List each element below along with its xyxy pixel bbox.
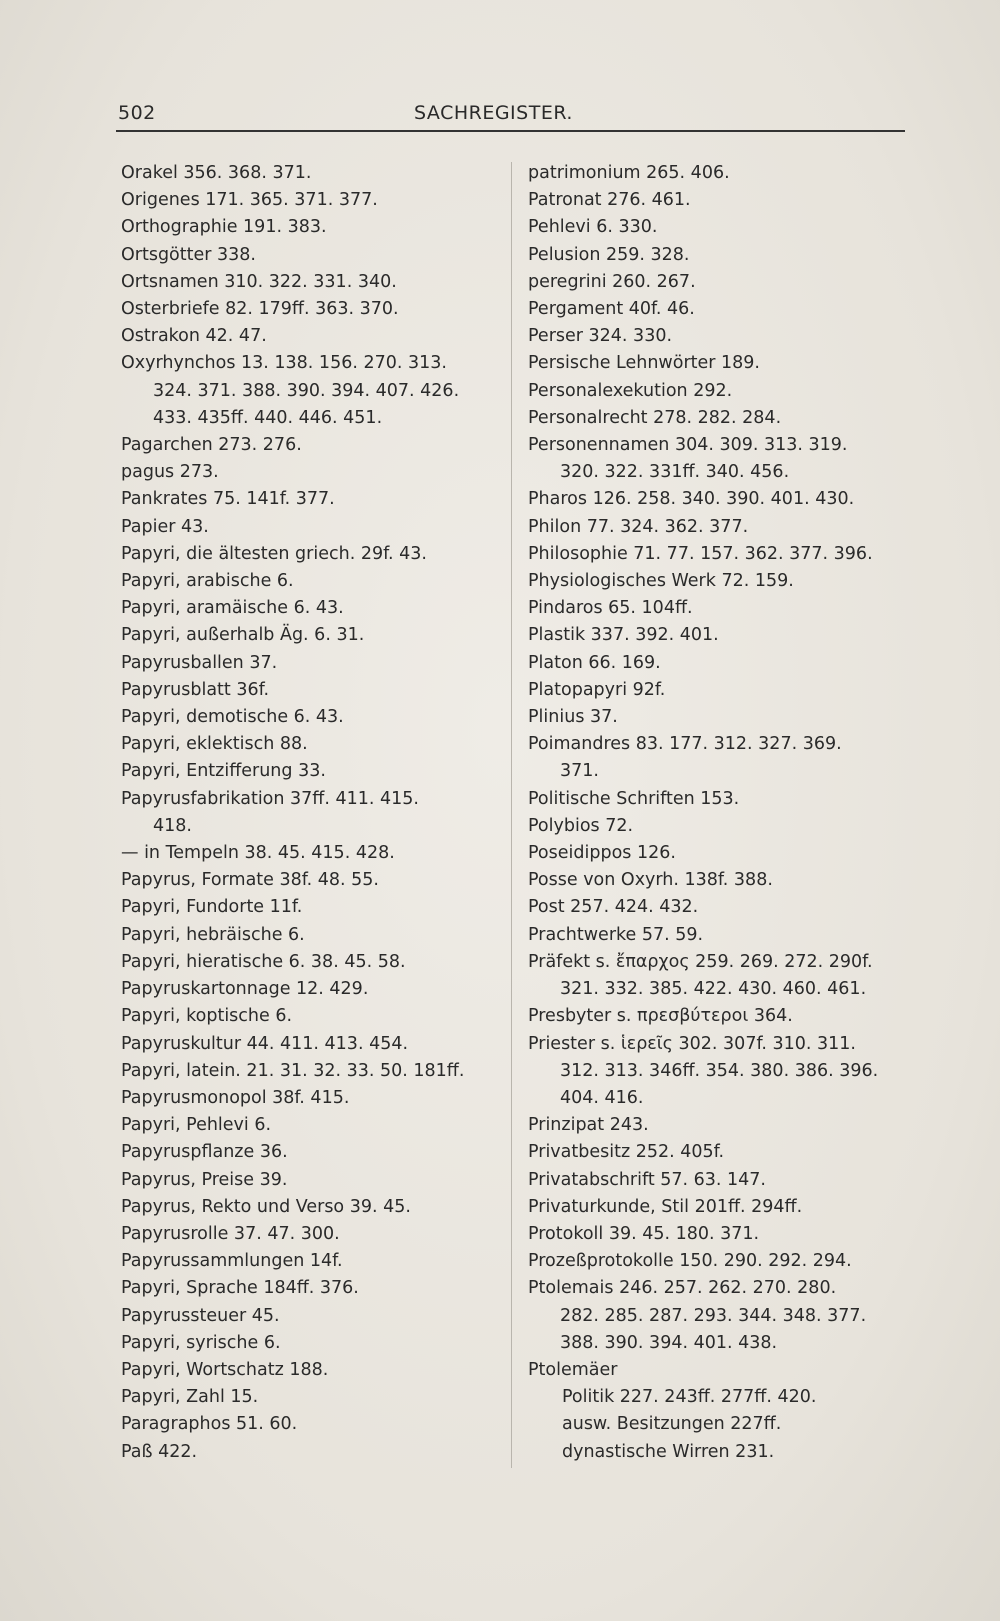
index-entry: Papyri, Fundorte 11f. [121, 897, 303, 918]
index-entry: Ortsgötter 338. [121, 244, 256, 265]
index-entry: Papyri, Entzifferung 33. [121, 761, 326, 782]
index-entry: Plinius 37. [528, 707, 618, 728]
index-entry: Papyruskartonnage 12. 429. [121, 979, 369, 1000]
index-entry: Persische Lehnwörter 189. [528, 353, 760, 374]
index-entry: patrimonium 265. 406. [528, 163, 730, 183]
running-title: SACHREGISTER. [414, 102, 573, 124]
index-entry: Papyrusfabrikation 37ff. 411. 415. [121, 788, 419, 809]
index-entry: Personennamen 304. 309. 313. 319. [528, 435, 848, 456]
index-entry: Prozeßprotokolle 150. 290. 292. 294. [528, 1251, 852, 1272]
index-subentry: ausw. Besitzungen 227ff. [562, 1414, 782, 1435]
index-entry: Post 257. 424. 432. [528, 897, 699, 918]
index-entry: Orthographie 191. 383. [121, 217, 327, 238]
index-entry: Ostrakon 42. 47. [121, 326, 267, 347]
index-entry: Pelusion 259. 328. [528, 244, 690, 265]
index-entry: Papyri, arabische 6. [121, 571, 294, 592]
index-entry: Papyrussammlungen 14f. [121, 1251, 343, 1272]
index-entry: Privaturkunde, Stil 201ff. 294ff. [528, 1196, 803, 1217]
index-entry-continuation: 324. 371. 388. 390. 394. 407. 426. [153, 380, 460, 401]
index-entry: Papyri, aramäische 6. 43. [121, 598, 344, 619]
index-entry: Personalrecht 278. 282. 284. [528, 407, 782, 428]
index-entry: Presbyter s. πρεσβύτεροι 364. [528, 1006, 793, 1027]
index-entry: Perser 324. 330. [528, 326, 673, 347]
index-entry: Pehlevi 6. 330. [528, 217, 658, 238]
index-entry: Pankrates 75. 141f. 377. [121, 489, 335, 510]
index-entry: Papyrus, Formate 38f. 48. 55. [121, 870, 379, 891]
index-entry: Privatabschrift 57. 63. 147. [528, 1169, 766, 1190]
header-rule [116, 130, 905, 132]
index-entry: Papyri, Sprache 184ff. 376. [121, 1278, 359, 1299]
index-entry: Posse von Oxyrh. 138f. 388. [528, 870, 773, 891]
index-entry: Pergament 40f. 46. [528, 299, 695, 320]
page-number: 502 [118, 102, 156, 124]
index-entry: Papyri, die ältesten griech. 29f. 43. [121, 543, 427, 564]
index-entry: Papyrusmonopol 38f. 415. [121, 1087, 350, 1108]
index-entry: Paß 422. [121, 1441, 198, 1462]
index-entry: Ortsnamen 310. 322. 331. 340. [121, 271, 397, 292]
index-entry: peregrini 260. 267. [528, 271, 696, 292]
index-subentry: dynastische Wirren 231. [562, 1441, 775, 1462]
index-entry: Papyrusrolle 37. 47. 300. [121, 1223, 340, 1244]
index-entry: Papyrussteuer 45. [121, 1305, 280, 1326]
index-entry: Papyri, eklektisch 88. [121, 734, 308, 755]
index-entry-continuation: 371. [560, 761, 599, 782]
index-entry: Papyruskultur 44. 411. 413. 454. [121, 1033, 409, 1054]
index-entry: Papyrus, Rekto und Verso 39. 45. [121, 1196, 411, 1217]
index-entry: Pagarchen 273. 276. [121, 435, 302, 456]
index-entry-continuation: 320. 322. 331ff. 340. 456. [560, 462, 790, 483]
index-entry: Pindaros 65. 104ff. [528, 598, 693, 619]
index-entry: Pharos 126. 258. 340. 390. 401. 430. [528, 489, 855, 510]
index-entry: Ptolemäer [528, 1359, 618, 1380]
index-entry: Poimandres 83. 177. 312. 327. 369. [528, 734, 842, 755]
index-entry: Priester s. ἱερεῖς 302. 307f. 310. 311. [528, 1033, 856, 1054]
index-entry: Papyri, außerhalb Äg. 6. 31. [121, 625, 365, 646]
index-entry: Papyrus, Preise 39. [121, 1169, 288, 1190]
index-entry-continuation: 404. 416. [560, 1087, 644, 1108]
index-entry: Präfekt s. ἔπαρχος 259. 269. 272. 290f. [528, 951, 873, 972]
index-subentry: Politik 227. 243ff. 277ff. 420. [562, 1387, 817, 1408]
index-entry: Papyrusballen 37. [121, 652, 278, 673]
index-entry-continuation: 433. 435ff. 440. 446. 451. [153, 407, 383, 428]
index-entry: Papyri, hieratische 6. 38. 45. 58. [121, 951, 406, 972]
index-entry: Paragraphos 51. 60. [121, 1414, 298, 1435]
index-entry: Papyruspflanze 36. [121, 1142, 288, 1163]
index-entry: Poseidippos 126. [528, 843, 676, 864]
index-entry: — in Tempeln 38. 45. 415. 428. [121, 843, 395, 864]
index-entry: Protokoll 39. 45. 180. 371. [528, 1223, 760, 1244]
index-entry: Ptolemais 246. 257. 262. 270. 280. [528, 1278, 837, 1299]
index-entry-continuation: 418. [153, 815, 192, 836]
index-entry: Oxyrhynchos 13. 138. 156. 270. 313. [121, 353, 447, 374]
index-entry: Prachtwerke 57. 59. [528, 924, 704, 945]
column-divider [511, 162, 512, 1468]
index-entry: Polybios 72. [528, 815, 634, 836]
left-column [121, 160, 511, 1466]
index-entry: Plastik 337. 392. 401. [528, 625, 719, 646]
index-entry: Papyri, syrische 6. [121, 1332, 281, 1353]
index-entry: Osterbriefe 82. 179ff. 363. 370. [121, 299, 399, 320]
index-entry: Platopapyri 92f. [528, 679, 666, 700]
right-column [528, 160, 918, 1466]
index-entry: Papyrusblatt 36f. [121, 679, 270, 700]
index-entry-continuation: 282. 285. 287. 293. 344. 348. 377. [560, 1305, 867, 1326]
index-entry: Prinzipat 243. [528, 1115, 649, 1136]
index-entry: Papyri, latein. 21. 31. 32. 33. 50. 181ff. [121, 1060, 465, 1081]
index-entry: Papyri, Pehlevi 6. [121, 1115, 272, 1136]
index-entry: Papyri, koptische 6. [121, 1006, 293, 1027]
index-entry: Philosophie 71. 77. 157. 362. 377. 396. [528, 543, 873, 564]
index-entry: Orakel 356. 368. 371. [121, 163, 312, 183]
index-entry: Papyri, hebräische 6. [121, 924, 305, 945]
index-entry: Patronat 276. 461. [528, 190, 691, 211]
index-entry: Privatbesitz 252. 405f. [528, 1142, 725, 1163]
index-entry: Personalexekution 292. [528, 380, 733, 401]
index-entry: Papyri, Wortschatz 188. [121, 1359, 329, 1380]
index-entry: pagus 273. [121, 462, 219, 483]
index-entry-continuation: 388. 390. 394. 401. 438. [560, 1332, 778, 1353]
index-entry: Philon 77. 324. 362. 377. [528, 516, 749, 537]
index-entry: Origenes 171. 365. 371. 377. [121, 190, 378, 211]
index-entry: Politische Schriften 153. [528, 788, 740, 809]
index-entry: Platon 66. 169. [528, 652, 661, 673]
index-entry-continuation: 312. 313. 346ff. 354. 380. 386. 396. [560, 1060, 879, 1081]
index-entry: Physiologisches Werk 72. 159. [528, 571, 794, 592]
index-entry-continuation: 321. 332. 385. 422. 430. 460. 461. [560, 979, 867, 1000]
index-entry: Papyri, Zahl 15. [121, 1387, 259, 1408]
index-entry: Papier 43. [121, 516, 209, 537]
index-entry: Papyri, demotische 6. 43. [121, 707, 344, 728]
